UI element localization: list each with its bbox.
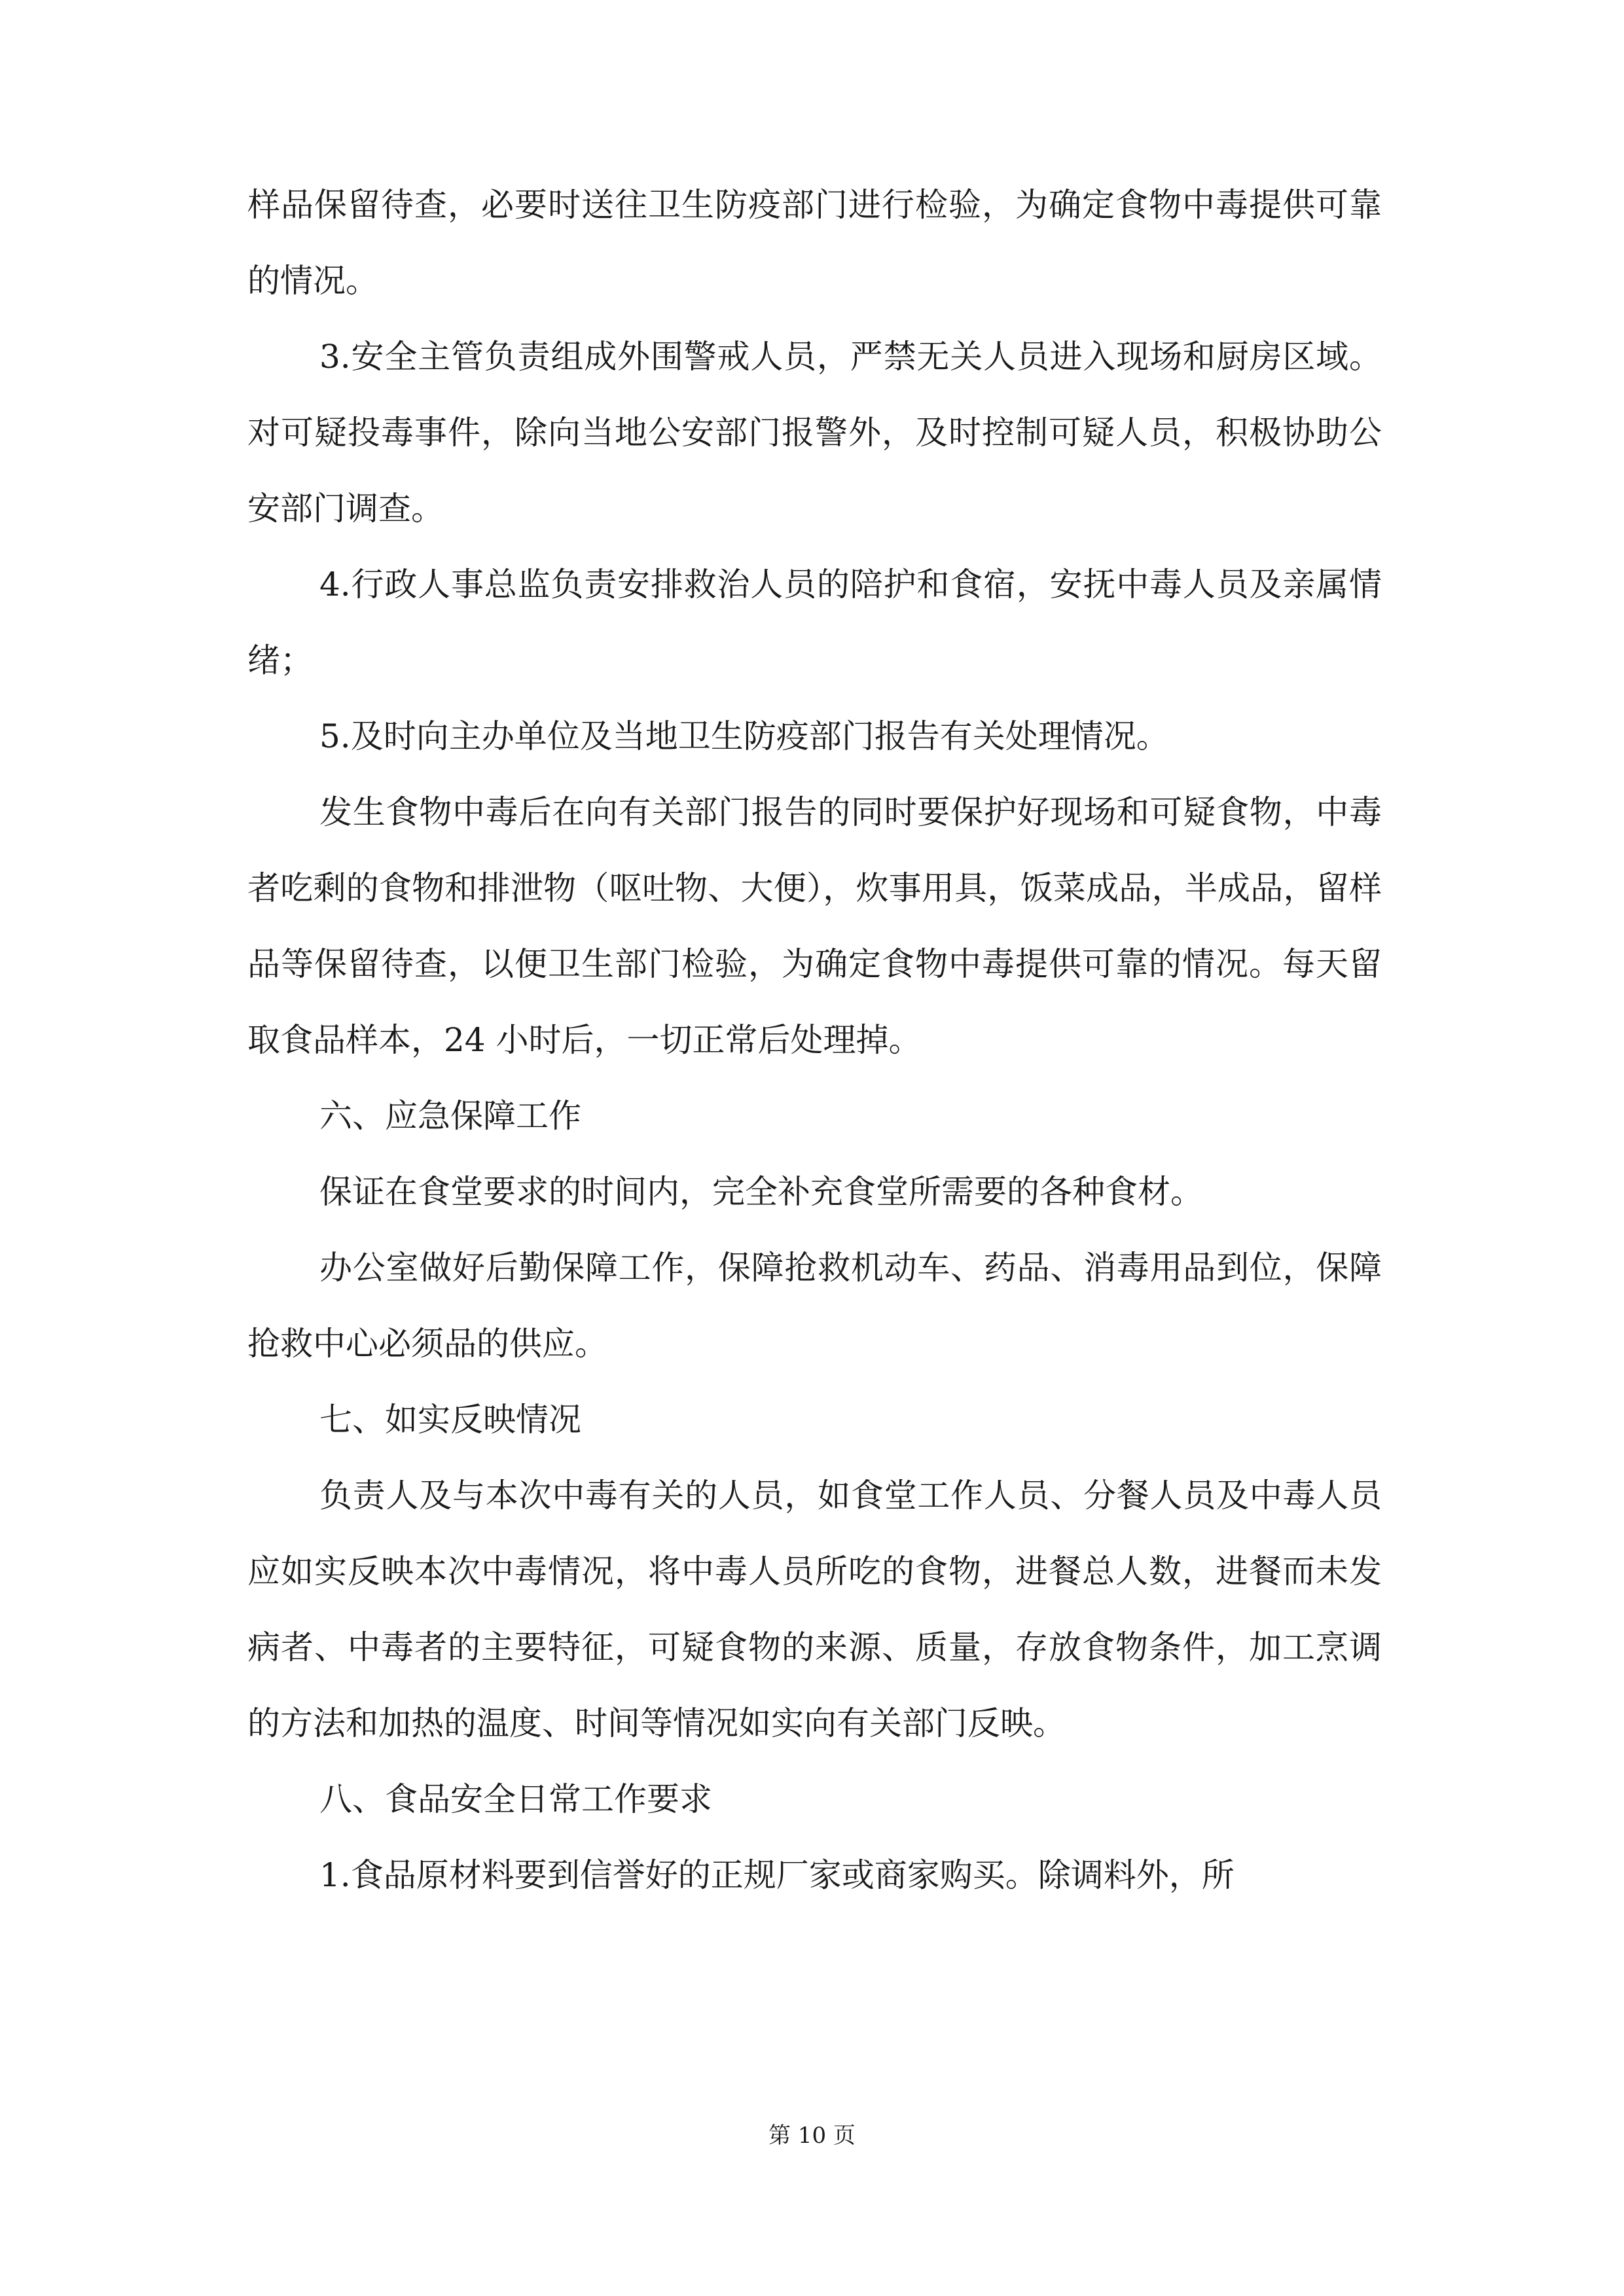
paragraph-security-supervisor: 3.安全主管负责组成外围警戒人员，严禁无关人员进入现场和厨房区域。对可疑投毒事件，除向当地公安部门报警外，及时控制可疑人员，积极协助公安部门调查。: [247, 338, 1382, 528]
page-number: 第 10 页: [768, 2123, 856, 2149]
paragraph-truthful-report: 负责人及与本次中毒有关的人员，如食堂工作人员、分餐人员及中毒人员应如实反映本次中毒情况，将中毒人员所吃的食物，进餐总人数，进餐而未发病者、中毒者的主要特征，可疑食物的来源、质量，存放食物条件，加工烹调的方法和加热的温度、时间等情况如实向有关部门反映。: [247, 1477, 1382, 1742]
section-heading-daily-requirements: 八、食品安全日常工作要求: [319, 1780, 712, 1818]
paragraph-logistics-support: 办公室做好后勤保障工作，保障抢救机动车、药品、消毒用品到位，保障抢救中心必须品的供应。: [247, 1249, 1382, 1363]
paragraph-protect-scene: 发生食物中毒后在向有关部门报告的同时要保护好现场和可疑食物，中毒者吃剩的食物和排泄物（呕吐物、大便），炊事用具，饭菜成品，半成品，留样品等保留待查，以便卫生部门检验，为确定食物中毒提供可靠的情况。每天留取食品样本，24 小时后，一切正常后处理掉。: [247, 793, 1382, 1059]
paragraph-sample-retention: 样品保留待查，必要时送往卫生防疫部门进行检验，为确定食物中毒提供可靠的情况。: [247, 186, 1382, 300]
paragraph-food-supply: 保证在食堂要求的时间内，完全补充食堂所需要的各种食材。: [319, 1173, 1203, 1211]
section-heading-truthful-report: 七、如实反映情况: [319, 1401, 581, 1439]
paragraph-raw-materials: 1.食品原材料要到信誉好的正规厂家或商家购买。除调料外，所: [319, 1856, 1235, 1894]
paragraph-report-handling: 5.及时向主办单位及当地卫生防疫部门报告有关处理情况。: [319, 717, 1169, 755]
document-body: [247, 167, 1382, 1913]
section-heading-emergency-support: 六、应急保障工作: [319, 1097, 581, 1135]
paragraph-hr-director: 4.行政人事总监负责安排救治人员的陪护和食宿，安抚中毒人员及亲属情绪；: [247, 565, 1382, 679]
